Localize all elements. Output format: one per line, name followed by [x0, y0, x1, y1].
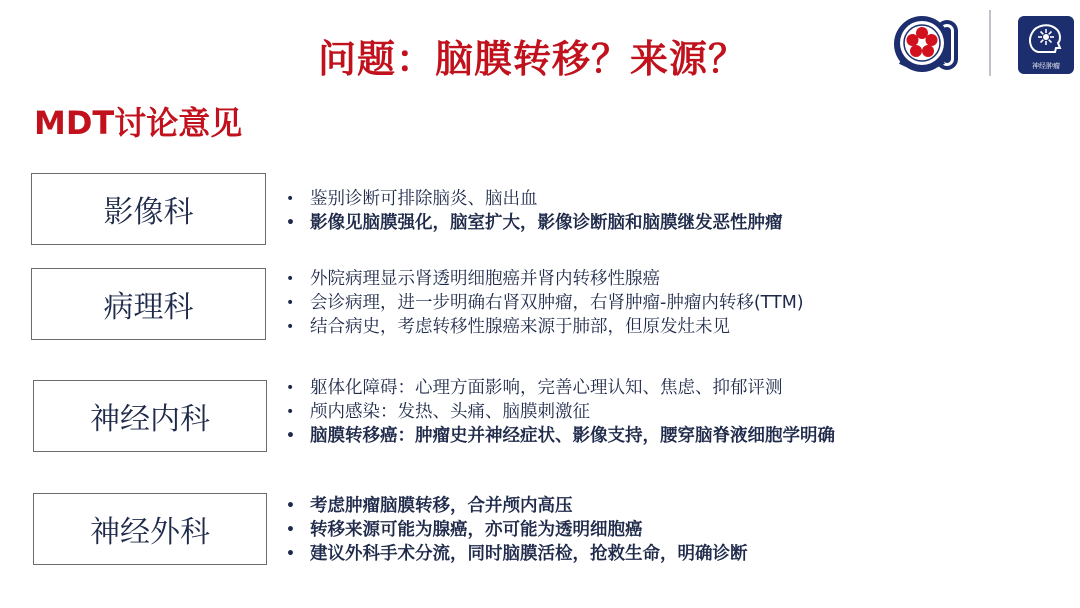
bullet-icon: •: [286, 522, 295, 538]
neuro-oncology-logo-icon: [1018, 16, 1074, 74]
hospital-logo-icon: [892, 14, 962, 76]
opinion-item: [286, 376, 835, 400]
dept-name: 神经外科: [90, 515, 210, 550]
logo2-caption: 神经肿瘤: [1032, 62, 1060, 70]
mdt-subtitle: MDT讨论意见: [34, 104, 243, 142]
opinion-text: 考虑肿瘤脑膜转移，合并颅内高压: [310, 496, 573, 516]
dept-box-pathology: [31, 268, 266, 340]
bullet-icon: •: [286, 380, 295, 396]
bullet-icon: •: [286, 215, 295, 231]
bullet-icon: •: [286, 191, 295, 207]
opinion-text: 影像见脑膜强化，脑室扩大，影像诊断脑和脑膜继发恶性肿瘤: [310, 213, 783, 233]
opinion-item: [286, 424, 835, 448]
opinion-item: [286, 542, 748, 566]
dept-box-neurology: [33, 380, 267, 452]
opinion-item: [286, 187, 783, 211]
bullet-icon: •: [286, 404, 295, 420]
opinion-item: [286, 211, 783, 235]
opinion-text: 颅内感染：发热、头痛、脑膜刺激征: [310, 402, 590, 422]
opinion-text: 结合病史，考虑转移性腺癌来源于肺部，但原发灶未见: [310, 317, 730, 337]
opinion-text: 脑膜转移癌：肿瘤史并神经症状、影像支持，腰穿脑脊液细胞学明确: [310, 426, 835, 446]
opinion-text: 外院病理显示肾透明细胞癌并肾内转移性腺癌: [310, 269, 660, 289]
slide-title: 问题：脑膜转移？来源？: [318, 37, 748, 81]
opinion-item: [286, 267, 804, 291]
bullet-icon: •: [286, 319, 295, 335]
dept-name: 影像科: [103, 195, 194, 230]
opinion-text: 躯体化障碍：心理方面影响，完善心理认知、焦虑、抑郁评测: [310, 378, 783, 398]
opinion-item: [286, 315, 804, 339]
bullet-icon: •: [286, 546, 295, 562]
opinion-list-neurology: [286, 376, 835, 448]
opinion-text: 转移来源可能为腺癌，亦可能为透明细胞癌: [310, 520, 643, 540]
opinion-list-neurosurgery: [286, 494, 748, 566]
opinion-item: [286, 400, 835, 424]
logo-divider: [989, 10, 991, 76]
opinion-item: [286, 494, 748, 518]
opinion-text: 会诊病理，进一步明确右肾双肿瘤，右肾肿瘤-肿瘤内转移(TTM): [310, 293, 804, 313]
opinion-item: [286, 518, 748, 542]
opinion-list-radiology: [286, 187, 783, 235]
bullet-icon: •: [286, 498, 295, 514]
dept-box-neurosurgery: [33, 493, 267, 565]
bullet-icon: •: [286, 428, 295, 444]
opinion-item: [286, 291, 804, 315]
dept-box-radiology: [31, 173, 266, 245]
bullet-icon: •: [286, 295, 295, 311]
opinion-list-pathology: [286, 267, 804, 339]
dept-name: 神经内科: [90, 402, 210, 437]
dept-name: 病理科: [103, 290, 194, 325]
opinion-text: 建议外科手术分流，同时脑膜活检，抢救生命，明确诊断: [310, 544, 748, 564]
opinion-text: 鉴别诊断可排除脑炎、脑出血: [310, 189, 538, 209]
bullet-icon: •: [286, 271, 295, 287]
